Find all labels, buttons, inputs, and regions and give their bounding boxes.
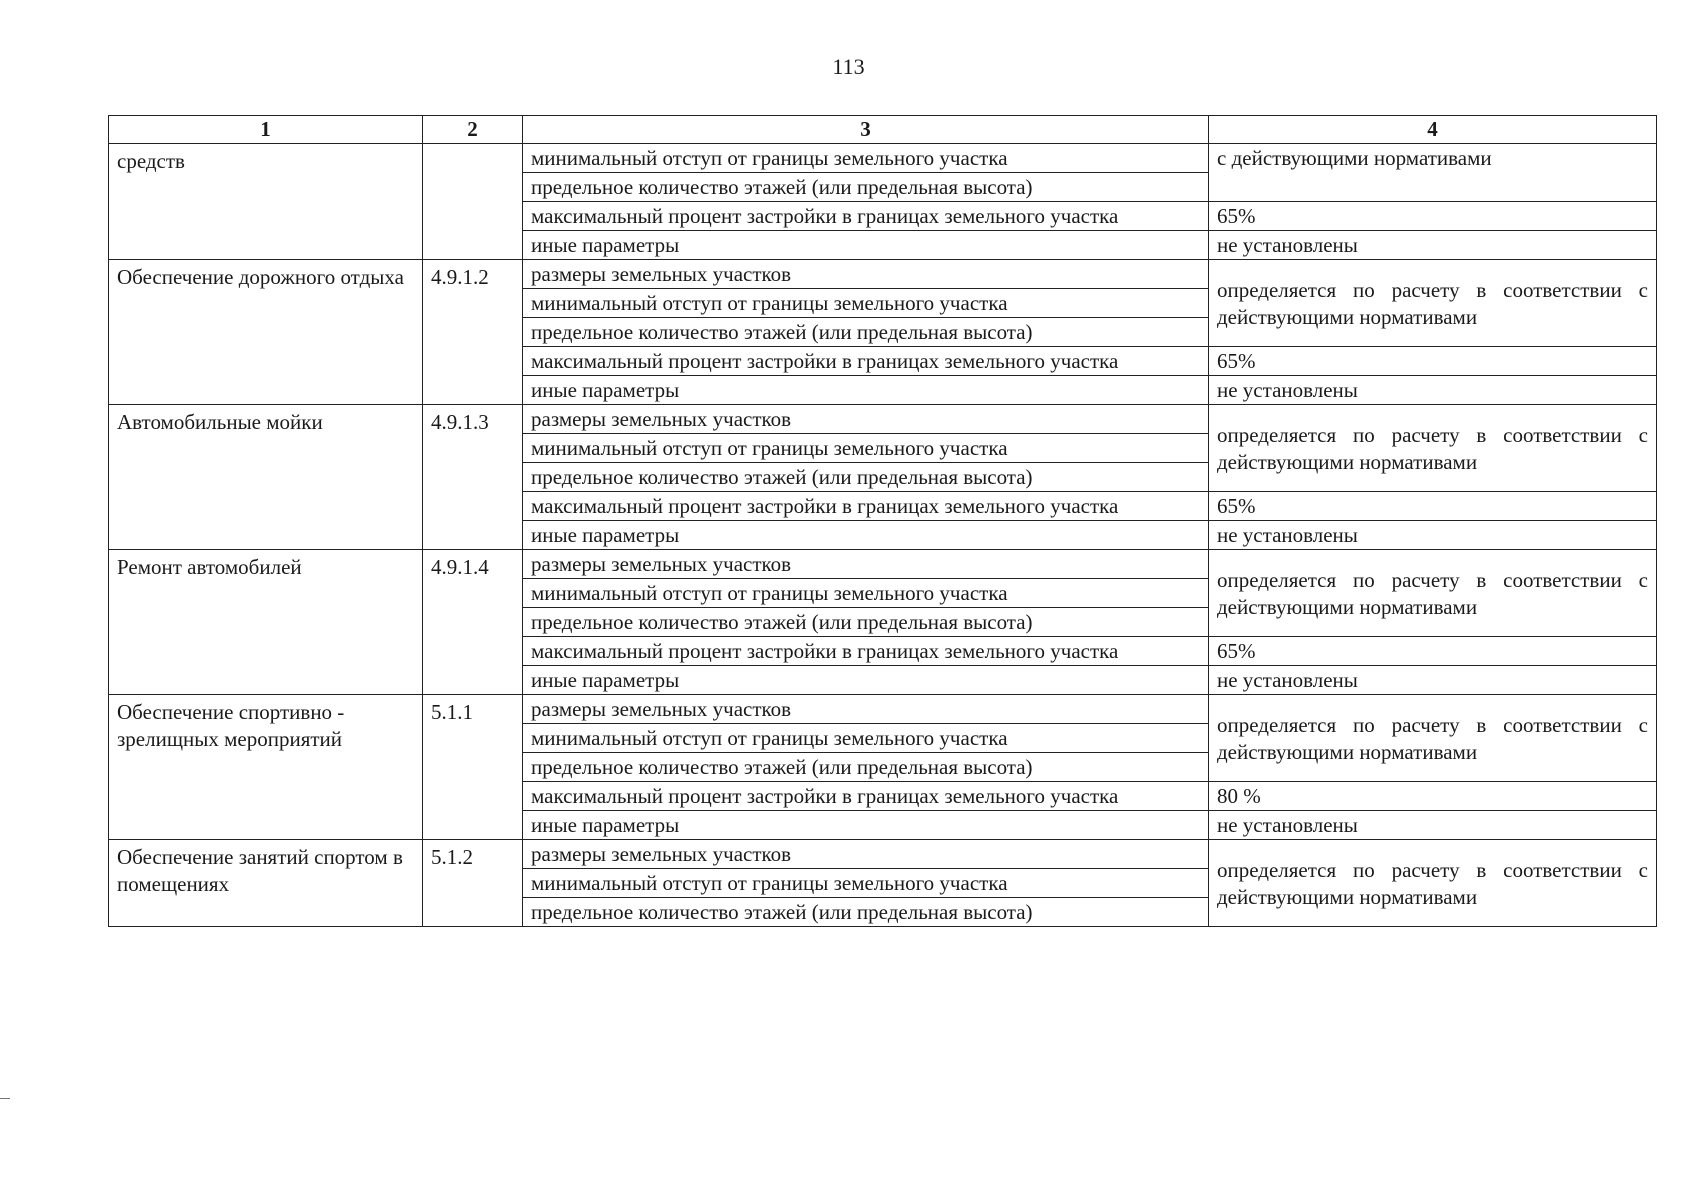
parameter-value: с действующими нормативами bbox=[1209, 144, 1657, 202]
parameter-value: не установлены bbox=[1209, 666, 1657, 695]
table-row bbox=[109, 550, 1657, 579]
parameter-name: размеры земельных участков bbox=[523, 840, 1209, 869]
parameter-name: минимальный отступ от границы земельного участка bbox=[523, 579, 1209, 608]
parameter-name: размеры земельных участков bbox=[523, 260, 1209, 289]
parameter-name: иные параметры bbox=[523, 231, 1209, 260]
land-use-code: 4.9.1.2 bbox=[423, 260, 523, 405]
parameter-name: минимальный отступ от границы земельного участка bbox=[523, 289, 1209, 318]
parameter-name: максимальный процент застройки в границах земельного участка bbox=[523, 492, 1209, 521]
parameter-value: определяется по расчету в соответствии с действующими нормативами bbox=[1209, 695, 1657, 782]
land-use-name: Автомобильные мойки bbox=[109, 405, 423, 550]
table-row bbox=[109, 260, 1657, 289]
parameter-name: предельное количество этажей (или предельная высота) bbox=[523, 753, 1209, 782]
parameter-value: 65% bbox=[1209, 202, 1657, 231]
land-use-name: Обеспечение спортивно - зрелищных мероприятий bbox=[109, 695, 423, 840]
column-header: 4 bbox=[1209, 116, 1657, 144]
land-use-name: Обеспечение дорожного отдыха bbox=[109, 260, 423, 405]
land-use-code: 4.9.1.4 bbox=[423, 550, 523, 695]
parameter-name: предельное количество этажей (или предельная высота) bbox=[523, 608, 1209, 637]
land-use-name: Ремонт автомобилей bbox=[109, 550, 423, 695]
parameter-name: максимальный процент застройки в границах земельного участка bbox=[523, 347, 1209, 376]
table-row bbox=[109, 144, 1657, 173]
parameter-value: 80 % bbox=[1209, 782, 1657, 811]
column-header: 1 bbox=[109, 116, 423, 144]
parameter-name: минимальный отступ от границы земельного участка bbox=[523, 724, 1209, 753]
page-number: 113 bbox=[832, 54, 865, 79]
land-use-code: 5.1.2 bbox=[423, 840, 523, 927]
parameter-name: иные параметры bbox=[523, 376, 1209, 405]
parameter-name: минимальный отступ от границы земельного участка bbox=[523, 144, 1209, 173]
parameter-name: размеры земельных участков bbox=[523, 695, 1209, 724]
parameter-name: максимальный процент застройки в границах земельного участка bbox=[523, 782, 1209, 811]
parameter-value: не установлены bbox=[1209, 811, 1657, 840]
column-header: 3 bbox=[523, 116, 1209, 144]
parameter-value: не установлены bbox=[1209, 521, 1657, 550]
parameter-value: определяется по расчету в соответствии с действующими нормативами bbox=[1209, 260, 1657, 347]
land-use-name: Обеспечение занятий спортом в помещениях bbox=[109, 840, 423, 927]
parameter-name: предельное количество этажей (или предельная высота) bbox=[523, 318, 1209, 347]
parameter-name: размеры земельных участков bbox=[523, 405, 1209, 434]
parameter-value: определяется по расчету в соответствии с действующими нормативами bbox=[1209, 840, 1657, 927]
column-header: 2 bbox=[423, 116, 523, 144]
margin-tick bbox=[0, 1098, 10, 1099]
parameter-value: определяется по расчету в соответствии с действующими нормативами bbox=[1209, 550, 1657, 637]
parameter-value: 65% bbox=[1209, 347, 1657, 376]
parameter-value: определяется по расчету в соответствии с действующими нормативами bbox=[1209, 405, 1657, 492]
table-row bbox=[109, 840, 1657, 869]
parameter-name: максимальный процент застройки в границах земельного участка bbox=[523, 637, 1209, 666]
parameter-name: иные параметры bbox=[523, 521, 1209, 550]
parameter-name: минимальный отступ от границы земельного участка bbox=[523, 434, 1209, 463]
parameter-value: 65% bbox=[1209, 637, 1657, 666]
parameter-name: иные параметры bbox=[523, 666, 1209, 695]
table-row bbox=[109, 405, 1657, 434]
parameter-name: размеры земельных участков bbox=[523, 550, 1209, 579]
parameter-name: максимальный процент застройки в границах земельного участка bbox=[523, 202, 1209, 231]
land-use-code bbox=[423, 144, 523, 260]
parameter-name: предельное количество этажей (или предельная высота) bbox=[523, 898, 1209, 927]
parameter-value: не установлены bbox=[1209, 376, 1657, 405]
land-use-code: 5.1.1 bbox=[423, 695, 523, 840]
land-use-name: средств bbox=[109, 144, 423, 260]
parameter-name: предельное количество этажей (или предельная высота) bbox=[523, 463, 1209, 492]
parameter-value: 65% bbox=[1209, 492, 1657, 521]
parameter-name: иные параметры bbox=[523, 811, 1209, 840]
regulations-table bbox=[108, 115, 1657, 927]
parameter-name: минимальный отступ от границы земельного участка bbox=[523, 869, 1209, 898]
header-row bbox=[109, 116, 1657, 144]
parameter-name: предельное количество этажей (или предельная высота) bbox=[523, 173, 1209, 202]
land-use-code: 4.9.1.3 bbox=[423, 405, 523, 550]
parameter-value: не установлены bbox=[1209, 231, 1657, 260]
table-row bbox=[109, 695, 1657, 724]
